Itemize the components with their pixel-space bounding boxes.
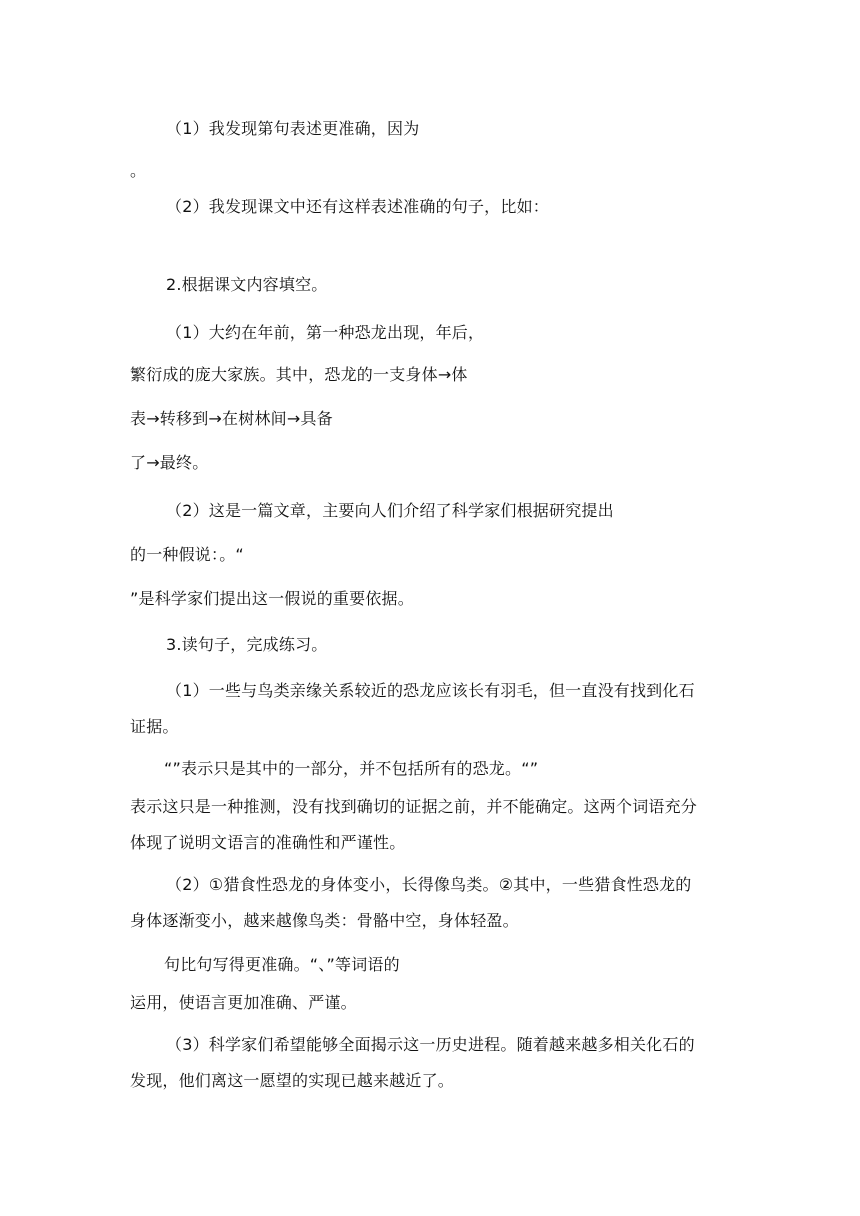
- text: 体现了说明文语言的准确性和严谨性。: [130, 833, 406, 852]
- text: ”是科学家们提出这一假说的重要依据。: [130, 589, 414, 608]
- q2-2-line-3: [130, 588, 414, 610]
- text: →具备: [286, 409, 333, 428]
- text: 的庞大家族。其中，恐龙的一支身体: [178, 365, 438, 384]
- q3-1-question-cont-2: [130, 832, 405, 854]
- q2-1-line-2: [130, 364, 468, 386]
- text: 运用，使语言更加准确、严谨。: [130, 993, 357, 1012]
- q3-1-question: [164, 758, 538, 780]
- q3-2-question-cont: [130, 992, 357, 1014]
- text: 了: [130, 453, 147, 472]
- text: 表: [130, 409, 147, 428]
- text: 表示这只是一种推测，没有找到确切的证据之前，并不能确定。这两个词语充分: [130, 797, 698, 816]
- text: 的一种假说：: [130, 545, 220, 564]
- text: 。: [130, 161, 147, 180]
- text: 年后，: [435, 323, 485, 342]
- q2-2-line-2: [130, 544, 244, 566]
- text: （1）一些与鸟类亲缘关系较近的恐龙应该长有羽毛，但一直没有找到化石: [166, 681, 695, 700]
- q2-1-line-3: [130, 408, 333, 430]
- q3-1-question-cont: [130, 796, 697, 818]
- text: →转移到: [146, 409, 209, 428]
- text: （2）这是一篇: [166, 501, 274, 520]
- text: 3.读句子，完成练习。: [166, 635, 328, 654]
- text: 。“: [219, 545, 244, 564]
- text: →最终: [146, 453, 193, 472]
- q1-1-line-cont: [130, 160, 146, 182]
- q1-1-line: [166, 118, 419, 140]
- q2-1-line-4: [130, 452, 208, 474]
- text: 身体逐渐变小，越来越像鸟类：骨骼中空，身体轻盈。: [130, 911, 519, 930]
- q1-2-line: [166, 196, 549, 218]
- text: 、: [318, 955, 327, 974]
- text: ”等词语的: [326, 955, 400, 974]
- section-2-heading: [166, 274, 327, 296]
- text: →在树林间: [208, 409, 287, 428]
- q3-1-sentence-cont: [130, 716, 179, 738]
- text: 2.根据课文内容填空。: [166, 275, 328, 294]
- text: （3）科学家们希望能够全面揭示这一历史进程。随着越来越多相关化石的: [166, 1035, 695, 1054]
- text: →体: [437, 365, 468, 384]
- text: 发现，他们离这一愿望的实现已越来越近了。: [130, 1071, 455, 1090]
- text: 句比: [164, 955, 197, 974]
- text: （1）我发现第: [166, 119, 274, 138]
- text: 证据。: [130, 717, 179, 736]
- text: 年前，第一种恐龙出现，: [257, 323, 436, 342]
- text: 文章，主要向人们介绍了科学家们根据研究提出: [273, 501, 614, 520]
- text: （2）我发现课文中还有这样表述准确的句子，比如：: [166, 197, 549, 216]
- q3-1-sentence: [166, 680, 695, 702]
- text: “: [164, 759, 173, 778]
- text: （2）①猎食性恐龙的身体变小，长得像鸟类。②其中，一些猎食性恐龙的: [166, 875, 692, 894]
- q2-2-line: [166, 500, 614, 522]
- text: 。: [192, 453, 209, 472]
- q3-2-question: [164, 954, 400, 976]
- text: 句写得更准确。“: [196, 955, 319, 974]
- q3-2-sentence: [166, 874, 691, 896]
- text: （1）大约在: [166, 323, 258, 342]
- q2-1-line: [166, 322, 484, 344]
- q3-3-sentence: [166, 1034, 695, 1056]
- q3-3-sentence-cont: [130, 1070, 454, 1092]
- text: 句表述更准确，因为: [273, 119, 420, 138]
- text: ”表示只是其中的一部分，并不包括所有的恐龙。“: [172, 759, 530, 778]
- q3-2-sentence-cont: [130, 910, 519, 932]
- section-3-heading: [166, 634, 327, 656]
- text: 繁衍成: [130, 365, 179, 384]
- text: ”: [529, 759, 539, 778]
